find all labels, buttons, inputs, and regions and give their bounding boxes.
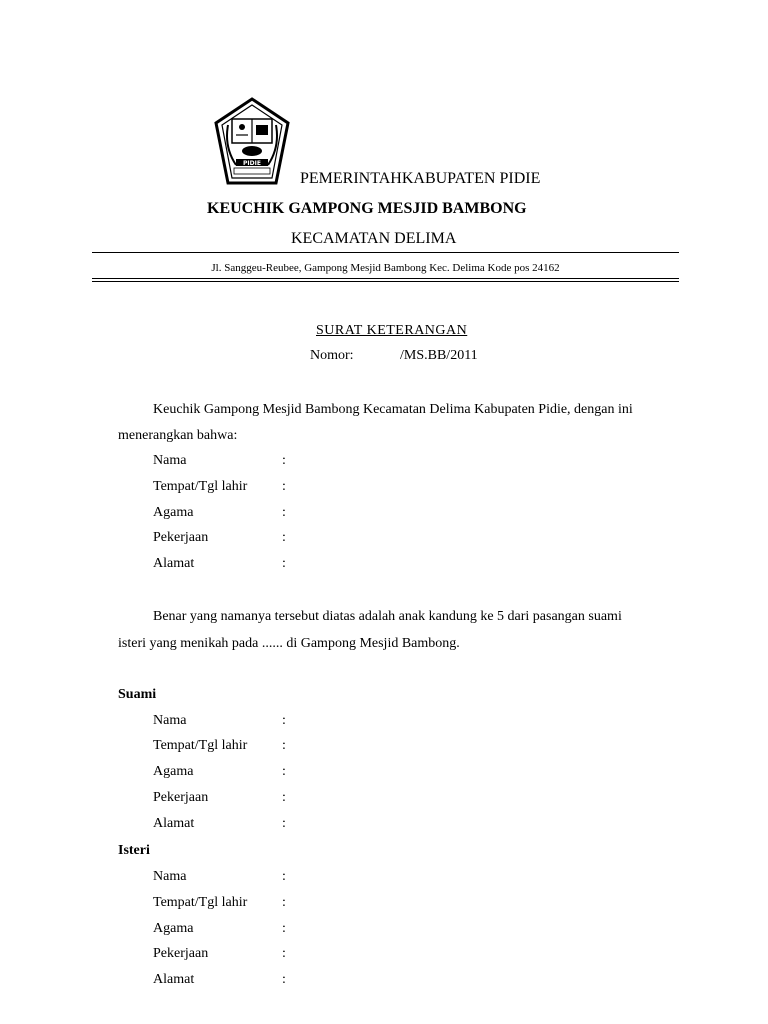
header-line-1: PEMERINTAHKABUPATEN PIDIE <box>300 170 541 187</box>
isteri-ttl-colon: : <box>282 895 286 910</box>
suami-nama-colon: : <box>282 713 286 728</box>
child-agama-colon: : <box>282 505 286 520</box>
suami-agama-label: Agama <box>153 764 194 779</box>
intro-line-2: menerangkan bahwa: <box>118 428 238 443</box>
header-line-3: KECAMATAN DELIMA <box>291 230 457 247</box>
header-rule-double-2 <box>92 281 679 282</box>
child-agama-label: Agama <box>153 505 194 520</box>
child-nama-colon: : <box>282 453 286 468</box>
isteri-agama-colon: : <box>282 921 286 936</box>
intro-line-1: Keuchik Gampong Mesjid Bambong Kecamatan Delima Kabupaten Pidie, dengan ini <box>153 402 633 417</box>
suami-alamat-colon: : <box>282 816 286 831</box>
child-nama-label: Nama <box>153 453 187 468</box>
header-line-2: KEUCHIK GAMPONG MESJID BAMBONG <box>207 200 527 217</box>
section-suami-heading: Suami <box>118 687 157 702</box>
suami-pekerjaan-colon: : <box>282 790 286 805</box>
child-alamat-label: Alamat <box>153 556 195 571</box>
regency-emblem-logo <box>214 97 290 187</box>
isteri-nama-colon: : <box>282 869 286 884</box>
nomor-label: Nomor: <box>310 348 354 363</box>
suami-alamat-label: Alamat <box>153 816 195 831</box>
isteri-alamat-label: Alamat <box>153 972 195 987</box>
suami-ttl-label: Tempat/Tgl lahir <box>153 738 248 753</box>
section-isteri-heading: Isteri <box>118 843 150 858</box>
isteri-pekerjaan-colon: : <box>282 946 286 961</box>
statement-line-1: Benar yang namanya tersebut diatas adalah anak kandung ke 5 dari pasangan suami <box>153 609 622 624</box>
header-address: Jl. Sanggeu-Reubee, Gampong Mesjid Bambong Kec. Delima Kode pos 24162 <box>211 262 560 274</box>
suami-pekerjaan-label: Pekerjaan <box>153 790 209 805</box>
isteri-agama-label: Agama <box>153 921 194 936</box>
child-ttl-colon: : <box>282 479 286 494</box>
isteri-ttl-label: Tempat/Tgl lahir <box>153 895 248 910</box>
child-alamat-colon: : <box>282 556 286 571</box>
statement-line-2: isteri yang menikah pada ...... di Gampong Mesjid Bambong. <box>118 636 460 651</box>
document-title: SURAT KETERANGAN <box>316 323 468 338</box>
isteri-pekerjaan-label: Pekerjaan <box>153 946 209 961</box>
isteri-alamat-colon: : <box>282 972 286 987</box>
header-rule-top <box>92 252 679 253</box>
suami-agama-colon: : <box>282 764 286 779</box>
nomor-value: /MS.BB/2011 <box>400 348 478 363</box>
suami-nama-label: Nama <box>153 713 187 728</box>
logo-text: PIDIE <box>243 160 261 167</box>
header-rule-double-1 <box>92 278 679 279</box>
suami-ttl-colon: : <box>282 738 286 753</box>
child-pekerjaan-colon: : <box>282 530 286 545</box>
child-ttl-label: Tempat/Tgl lahir <box>153 479 248 494</box>
isteri-nama-label: Nama <box>153 869 187 884</box>
child-pekerjaan-label: Pekerjaan <box>153 530 209 545</box>
